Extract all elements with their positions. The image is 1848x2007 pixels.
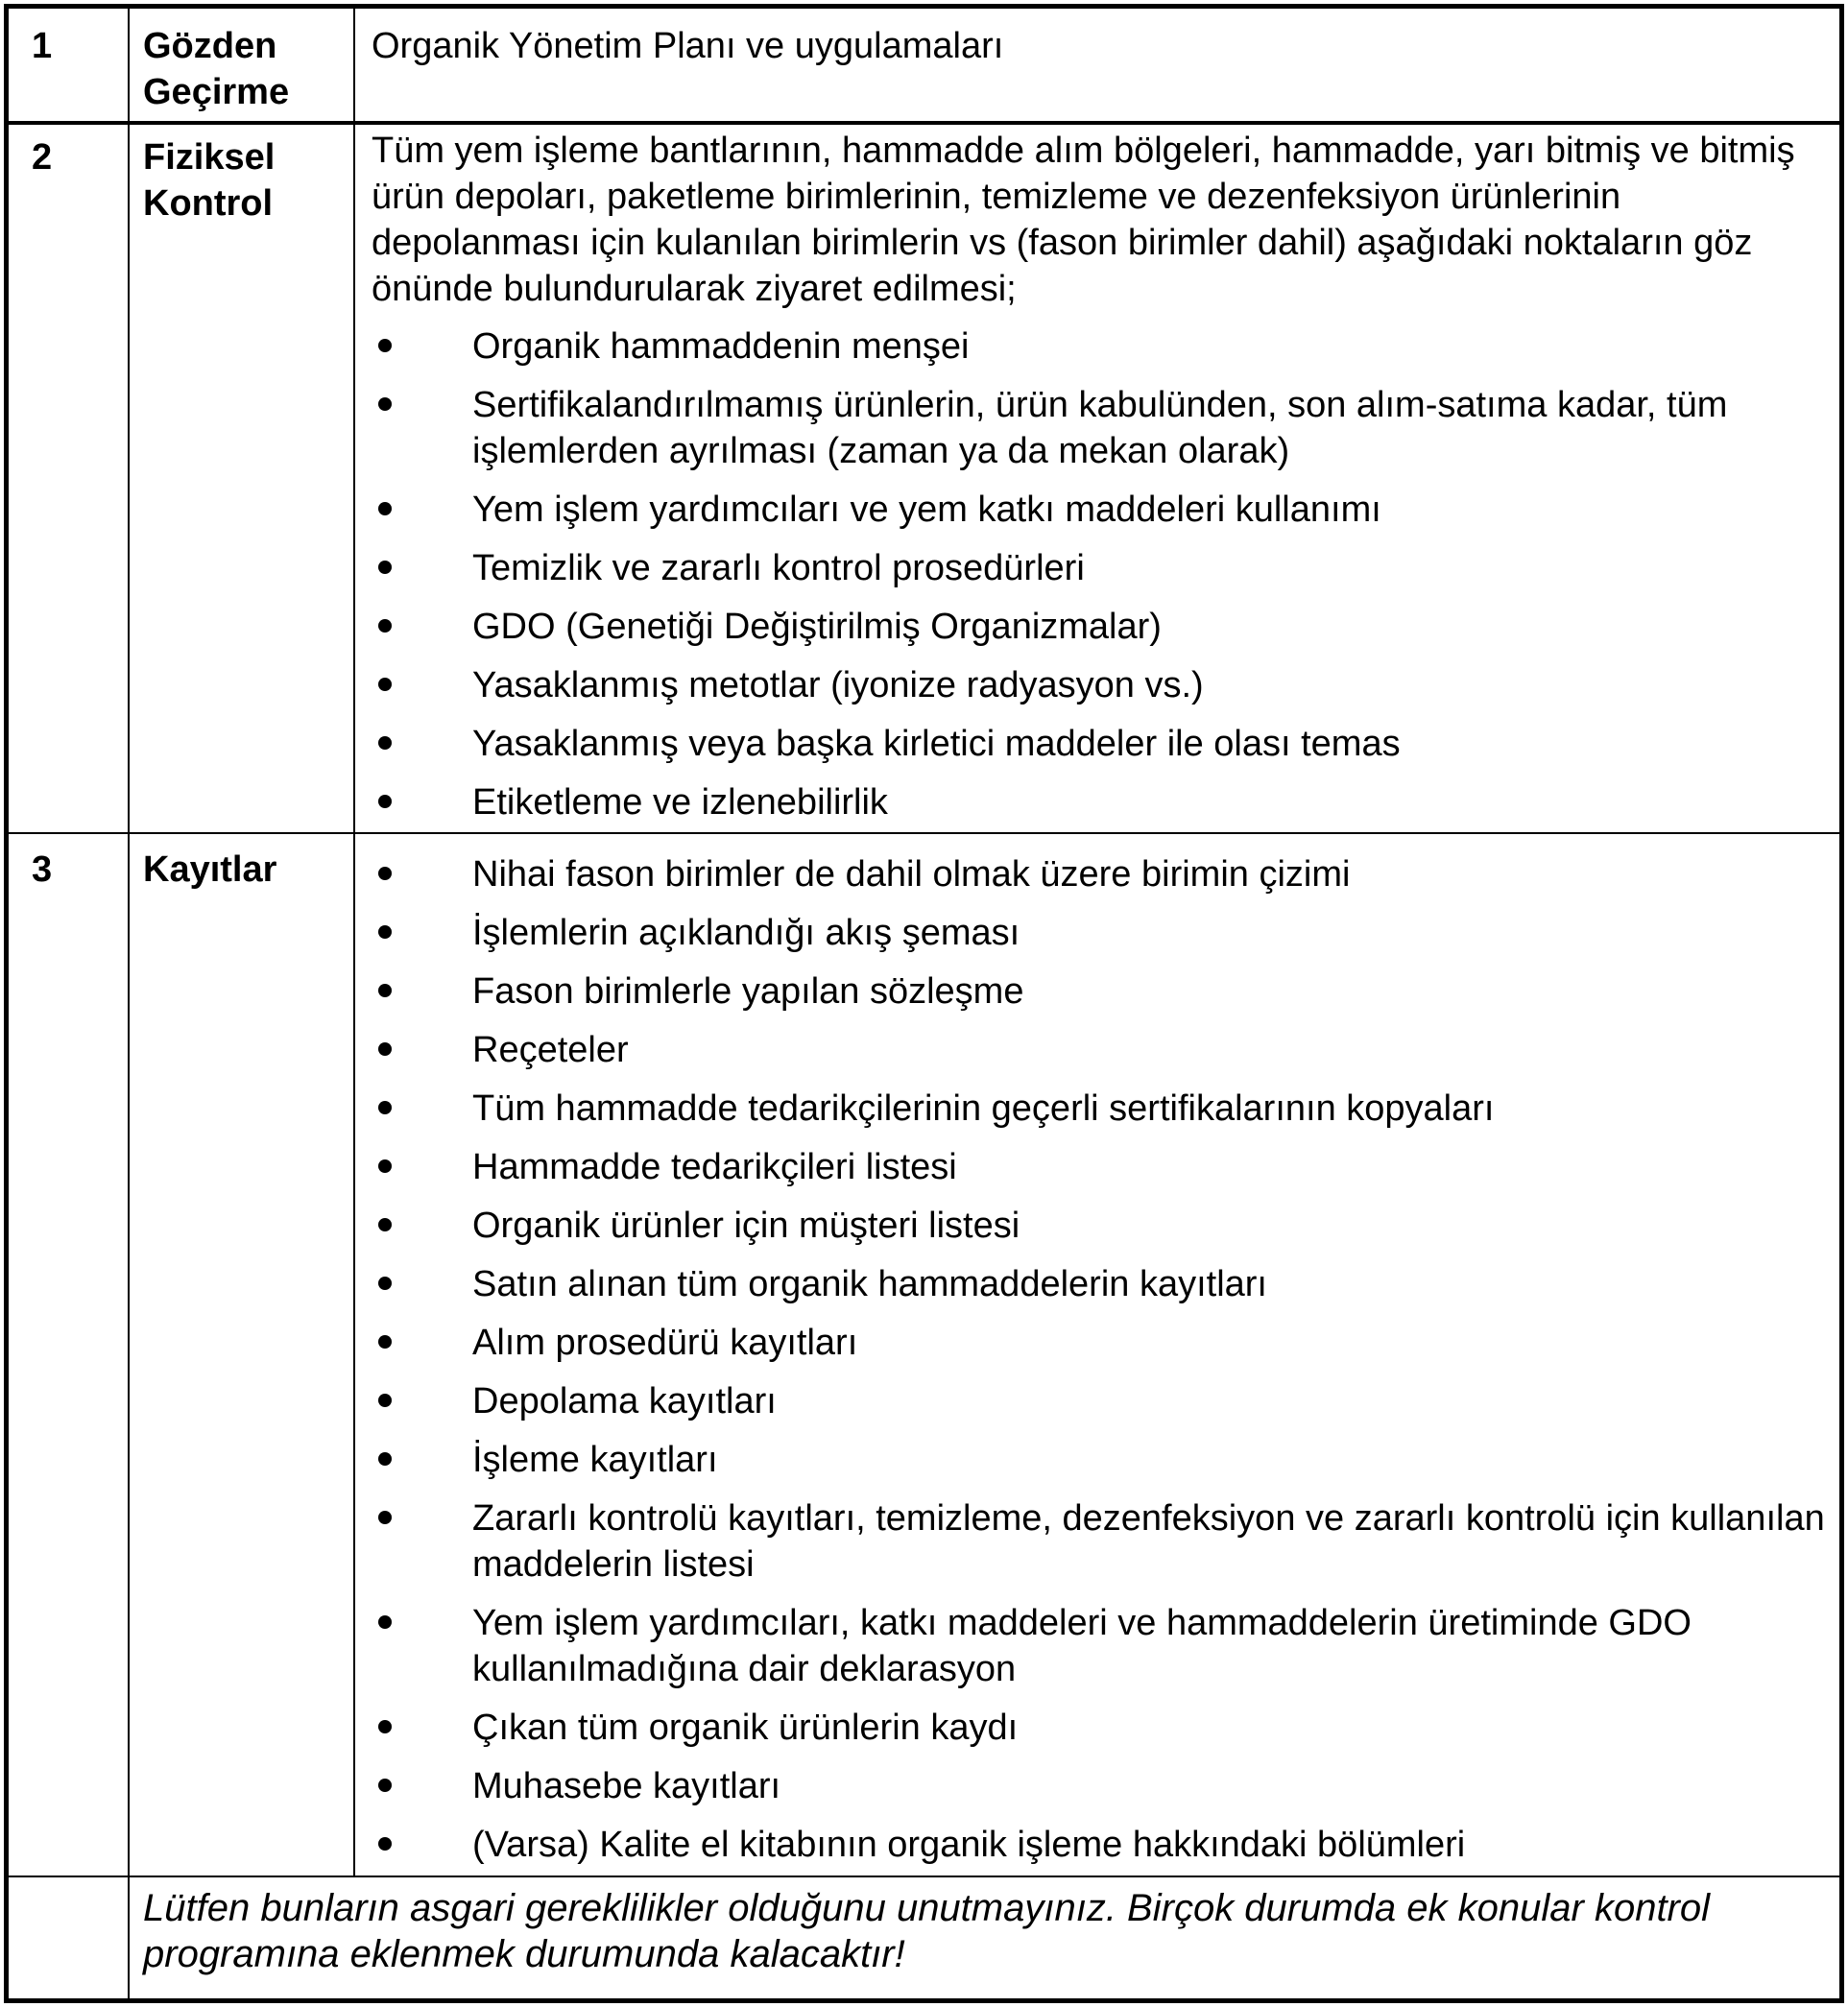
row-content [372, 124, 1831, 838]
list-item: Organik hammaddenin menşei [372, 323, 1831, 370]
list-item: Alım prosedürü kayıtları [372, 1320, 1831, 1366]
list-item: Nihai fason birimler de dahil olmak üzere birimin çizimi [372, 851, 1831, 897]
list-item: GDO (Genetiği Değiştirilmiş Organizmalar) [372, 604, 1831, 650]
list-item: Yasaklanmış metotlar (iyonize radyasyon vs.) [372, 662, 1831, 708]
row-text: Organik Yönetim Planı ve uygulamaları [372, 26, 1004, 66]
row-heading: Gözden Geçirme [143, 26, 290, 112]
list-item: İşlemlerin açıklandığı akış şeması [372, 910, 1831, 956]
row-content [372, 851, 1831, 1880]
footnote: Lütfen bunların asgari gereklilikler olduğunu unutmayınız. Birçok durumda ek konular kontrol programına eklenmek durumunda kalacaktır! [143, 1887, 1711, 1975]
list-item: Temizlik ve zararlı kontrol prosedürleri [372, 545, 1831, 591]
list-item: Organik ürünler için müşteri listesi [372, 1203, 1831, 1249]
list-item: Yem işlem yardımcıları ve yem katkı maddeleri kullanımı [372, 487, 1831, 533]
column-divider-1 [128, 9, 130, 1999]
bullet-list [372, 323, 1831, 825]
list-item: Muhasebe kayıtları [372, 1763, 1831, 1809]
row-number: 2 [32, 137, 53, 178]
list-item: Depolama kayıtları [372, 1378, 1831, 1424]
column-divider-2 [353, 9, 355, 1876]
list-item: Tüm hammadde tedarikçilerinin geçerli sertifikalarının kopyaları [372, 1086, 1831, 1132]
list-item: Yem işlem yardımcıları, katkı maddeleri ve hammaddelerin üretiminde GDO kullanılmadığına dair deklarasyon [372, 1600, 1831, 1692]
row-heading: Fiziksel Kontrol [143, 137, 276, 224]
requirements-table [4, 4, 1844, 2003]
list-item: Hammadde tedarikçileri listesi [372, 1144, 1831, 1190]
list-item: Çıkan tüm organik ürünlerin kaydı [372, 1705, 1831, 1751]
list-item: Zararlı kontrolü kayıtları, temizleme, dezenfeksiyon ve zararlı kontrolü için kullanılan maddelerin listesi [372, 1495, 1831, 1588]
list-item: Yasaklanmış veya başka kirletici maddeler ile olası temas [372, 721, 1831, 767]
list-item: Fason birimlerle yapılan sözleşme [372, 968, 1831, 1015]
row-number: 3 [32, 849, 53, 890]
bullet-list [372, 851, 1831, 1868]
list-item: (Varsa) Kalite el kitabının organik işleme hakkındaki bölümleri [372, 1822, 1831, 1868]
row-number: 1 [32, 26, 53, 66]
list-item: Etiketleme ve izlenebilirlik [372, 779, 1831, 825]
list-item: Sertifikalandırılmamış ürünlerin, ürün kabulünden, son alım-satıma kadar, tüm işlemlerden ayrılması (zaman ya da mekan olarak) [372, 382, 1831, 474]
intro-paragraph: Tüm yem işleme bantlarının, hammadde alım bölgeleri, hammadde, yarı bitmiş ve bitmiş ürün depoları, paketleme birimlerinin, temizleme ve dezenfeksiyon ürünlerinin depolanması için kulanılan birimlerin vs (fason birimler dahil) aşağıdaki noktaların göz önünde bulundurularak ziyaret edilmesi; [372, 131, 1795, 309]
list-item: Satın alınan tüm organik hammaddelerin kayıtları [372, 1261, 1831, 1307]
list-item: Reçeteler [372, 1027, 1831, 1073]
row-heading: Kayıtlar [143, 849, 277, 890]
list-item: İşleme kayıtları [372, 1437, 1831, 1483]
